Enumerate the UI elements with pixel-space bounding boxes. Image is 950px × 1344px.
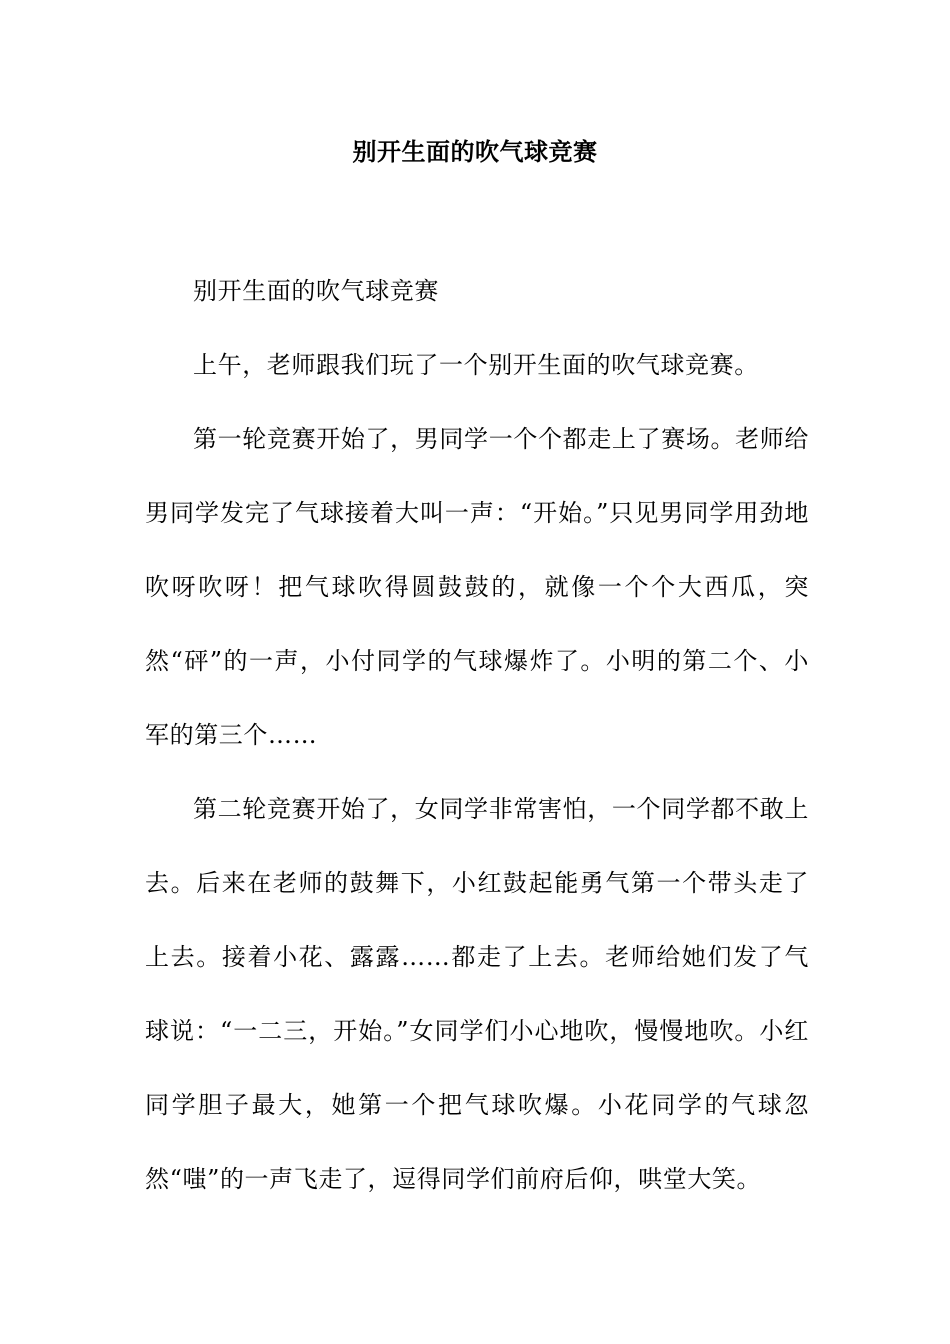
document-body [145,254,809,1216]
paragraph-round-one: 第一轮竞赛开始了，男同学一个个都走上了赛场。老师给男同学发完了气球接着大叫一声：“开始。”只见男同学用劲地吹呀吹呀！把气球吹得圆鼓鼓的，就像一个个大西瓜，突然“砰”的一声，小付同学的气球爆炸了。小明的第二个、小军的第三个…… [145,425,809,749]
paragraph-round-two: 第二轮竞赛开始了，女同学非常害怕，一个同学都不敢上去。后来在老师的鼓舞下，小红鼓起能勇气第一个带头走了上去。接着小花、露露……都走了上去。老师给她们发了气球说：“一二三，开始。”女同学们小心地吹，慢慢地吹。小红同学胆子最大，她第一个把气球吹爆。小花同学的气球忽然“嗤”的一声飞走了，逗得同学们前府后仰，哄堂大笑。 [145,795,809,1193]
document-title: 别开生面的吹气球竞赛 [352,137,598,166]
paragraph-subtitle: 别开生面的吹气球竞赛 [193,277,439,305]
paragraph-intro: 上午，老师跟我们玩了一个别开生面的吹气球竞赛。 [193,351,759,379]
